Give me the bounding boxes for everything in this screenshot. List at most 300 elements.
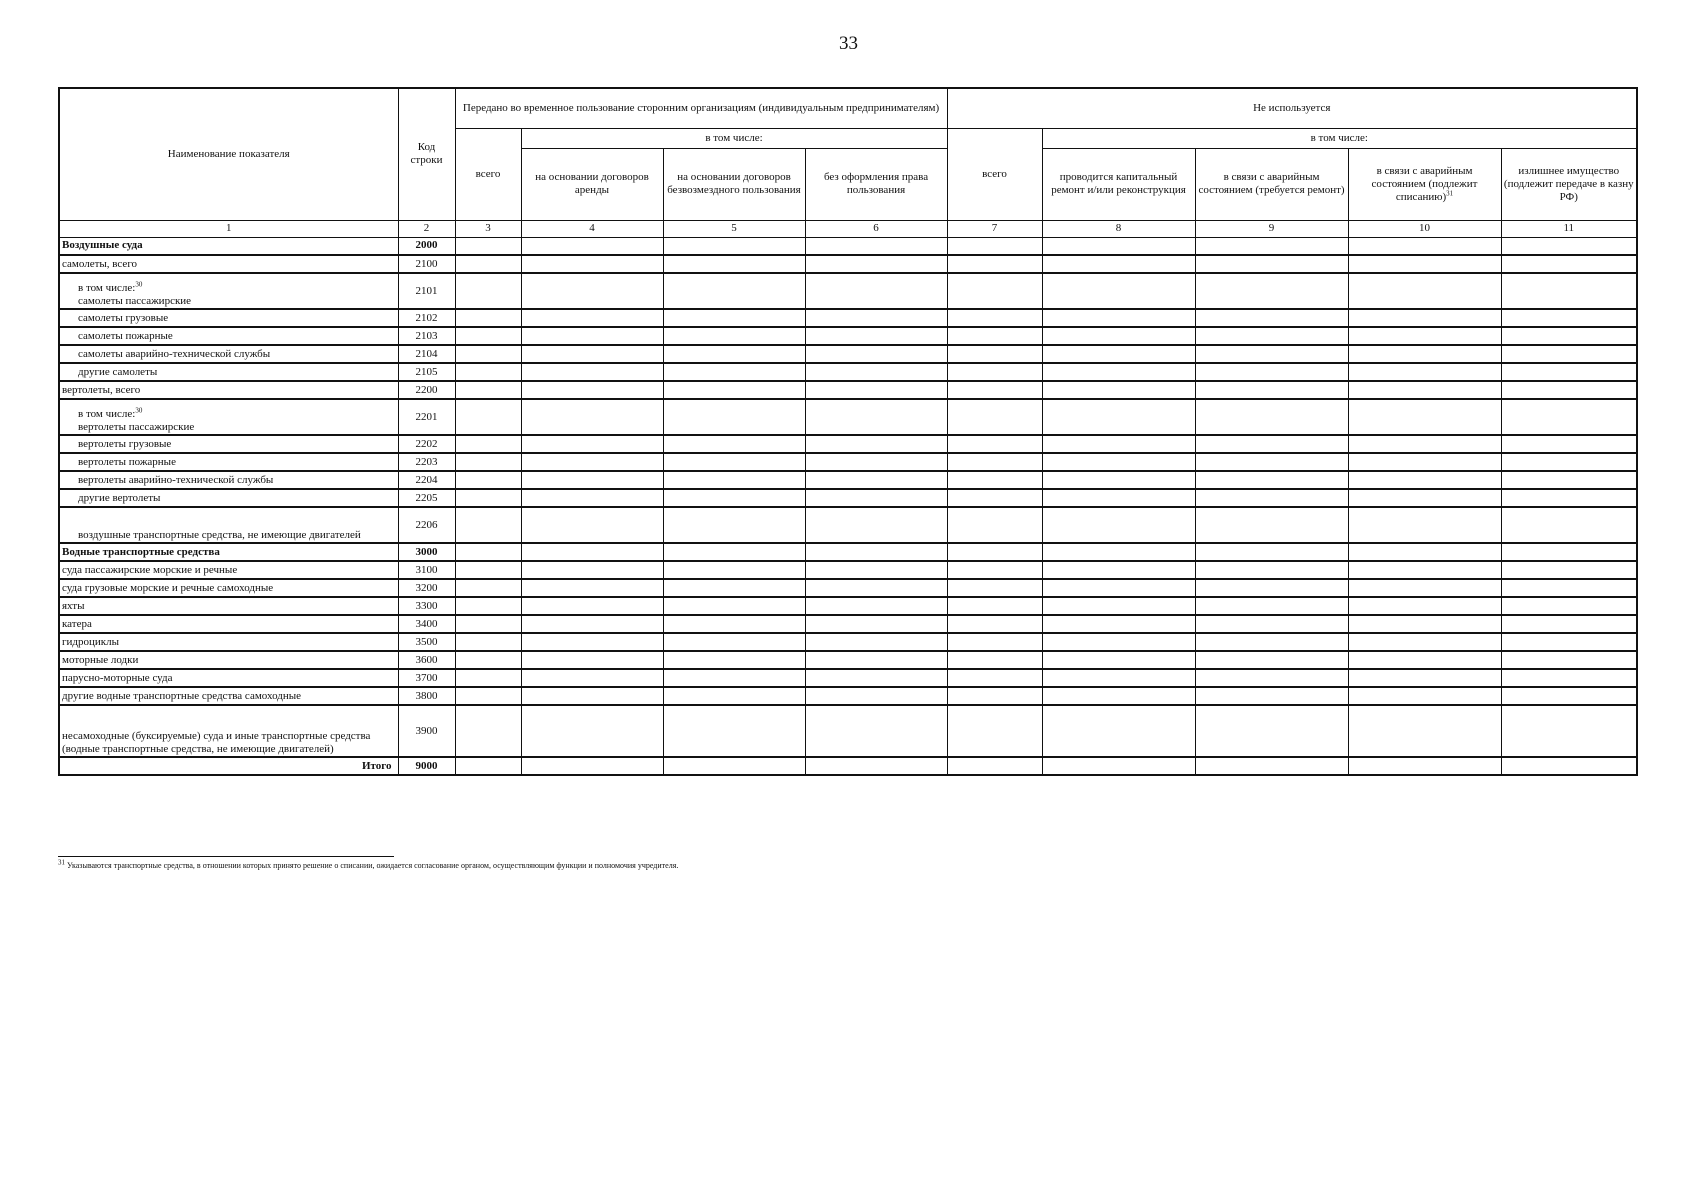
value-cell-col-11[interactable] xyxy=(1501,669,1637,687)
table-row xyxy=(59,705,1637,757)
row-code: 3600 xyxy=(398,651,455,669)
value-cell-col-11[interactable] xyxy=(1501,309,1637,327)
value-cell-col-11[interactable] xyxy=(1501,579,1637,597)
value-cell-col-7[interactable] xyxy=(947,615,1042,633)
value-cell-col-9[interactable] xyxy=(1195,255,1348,273)
value-cell-col-7[interactable] xyxy=(947,237,1042,255)
value-cell-col-10[interactable] xyxy=(1348,669,1501,687)
value-cell-col-4[interactable] xyxy=(521,399,663,435)
value-cell-col-4[interactable] xyxy=(521,507,663,543)
row-name xyxy=(59,399,398,435)
value-cell-col-9[interactable] xyxy=(1195,757,1348,775)
value-cell-col-4[interactable] xyxy=(521,435,663,453)
column-number: 8 xyxy=(1042,220,1195,237)
row-label: несамоходные (буксируемые) суда и иные транспортные средства (водные транспортные средства, не имеющие двигателей) xyxy=(62,730,371,755)
header-surplus: излишнее имущество (подлежит передаче в казну РФ) xyxy=(1501,148,1637,220)
value-cell-col-9[interactable] xyxy=(1195,273,1348,309)
value-cell-col-7[interactable] xyxy=(947,327,1042,345)
value-cell-col-6[interactable] xyxy=(805,561,947,579)
value-cell-col-10[interactable] xyxy=(1348,255,1501,273)
value-cell-col-9[interactable] xyxy=(1195,507,1348,543)
header-emergency-repair: в связи с аварийным состоянием (требуется ремонт) xyxy=(1195,148,1348,220)
value-cell-col-4[interactable] xyxy=(521,705,663,757)
value-cell-col-10[interactable] xyxy=(1348,687,1501,705)
value-cell-col-6[interactable] xyxy=(805,471,947,489)
value-cell-col-9[interactable] xyxy=(1195,561,1348,579)
value-cell-col-10[interactable] xyxy=(1348,363,1501,381)
value-cell-col-3[interactable] xyxy=(455,615,521,633)
value-cell-col-11[interactable] xyxy=(1501,687,1637,705)
value-cell-col-5[interactable] xyxy=(663,561,805,579)
value-cell-col-11[interactable] xyxy=(1501,435,1637,453)
row-name xyxy=(59,381,398,399)
value-cell-col-4[interactable] xyxy=(521,453,663,471)
value-cell-col-8[interactable] xyxy=(1042,399,1195,435)
value-cell-col-3[interactable] xyxy=(455,669,521,687)
value-cell-col-3[interactable] xyxy=(455,543,521,561)
value-cell-col-5[interactable] xyxy=(663,543,805,561)
value-cell-col-11[interactable] xyxy=(1501,597,1637,615)
value-cell-col-7[interactable] xyxy=(947,597,1042,615)
value-cell-col-3[interactable] xyxy=(455,381,521,399)
value-cell-col-3[interactable] xyxy=(455,435,521,453)
value-cell-col-6[interactable] xyxy=(805,757,947,775)
value-cell-col-9[interactable] xyxy=(1195,435,1348,453)
value-cell-col-5[interactable] xyxy=(663,399,805,435)
value-cell-col-7[interactable] xyxy=(947,345,1042,363)
header-not-used-including: в том числе: xyxy=(1042,128,1637,148)
value-cell-col-5[interactable] xyxy=(663,687,805,705)
value-cell-col-4[interactable] xyxy=(521,543,663,561)
value-cell-col-9[interactable] xyxy=(1195,399,1348,435)
value-cell-col-11[interactable] xyxy=(1501,615,1637,633)
value-cell-col-3[interactable] xyxy=(455,255,521,273)
value-cell-col-11[interactable] xyxy=(1501,327,1637,345)
value-cell-col-9[interactable] xyxy=(1195,597,1348,615)
value-cell-col-9[interactable] xyxy=(1195,633,1348,651)
value-cell-col-4[interactable] xyxy=(521,273,663,309)
row-label: вертолеты пожарные xyxy=(78,455,176,468)
value-cell-col-4[interactable] xyxy=(521,615,663,633)
value-cell-col-8[interactable] xyxy=(1042,543,1195,561)
value-cell-col-9[interactable] xyxy=(1195,615,1348,633)
table-row xyxy=(59,399,1637,435)
table-row xyxy=(59,669,1637,687)
value-cell-col-11[interactable] xyxy=(1501,705,1637,757)
value-cell-col-11[interactable] xyxy=(1501,471,1637,489)
value-cell-col-4[interactable] xyxy=(521,309,663,327)
row-code: 3100 xyxy=(398,561,455,579)
value-cell-col-6[interactable] xyxy=(805,381,947,399)
value-cell-col-8[interactable] xyxy=(1042,381,1195,399)
value-cell-col-9[interactable] xyxy=(1195,309,1348,327)
value-cell-col-6[interactable] xyxy=(805,237,947,255)
value-cell-col-8[interactable] xyxy=(1042,327,1195,345)
table-row xyxy=(59,543,1637,561)
value-cell-col-5[interactable] xyxy=(663,471,805,489)
value-cell-col-11[interactable] xyxy=(1501,489,1637,507)
value-cell-col-5[interactable] xyxy=(663,669,805,687)
value-cell-col-8[interactable] xyxy=(1042,561,1195,579)
value-cell-col-10[interactable] xyxy=(1348,381,1501,399)
value-cell-col-11[interactable] xyxy=(1501,543,1637,561)
value-cell-col-10[interactable] xyxy=(1348,507,1501,543)
vehicles-usage-table xyxy=(58,87,1638,776)
value-cell-col-8[interactable] xyxy=(1042,651,1195,669)
value-cell-col-9[interactable] xyxy=(1195,705,1348,757)
value-cell-col-10[interactable] xyxy=(1348,543,1501,561)
value-cell-col-9[interactable] xyxy=(1195,669,1348,687)
row-code: 2202 xyxy=(398,435,455,453)
value-cell-col-5[interactable] xyxy=(663,633,805,651)
row-name xyxy=(59,669,398,687)
value-cell-col-9[interactable] xyxy=(1195,345,1348,363)
value-cell-col-8[interactable] xyxy=(1042,255,1195,273)
row-label: другие водные транспортные средства самоходные xyxy=(62,689,302,702)
value-cell-col-6[interactable] xyxy=(805,669,947,687)
value-cell-col-6[interactable] xyxy=(805,489,947,507)
row-name xyxy=(59,757,398,775)
row-label: самолеты, всего xyxy=(62,257,138,270)
value-cell-col-3[interactable] xyxy=(455,507,521,543)
value-cell-col-5[interactable] xyxy=(663,705,805,757)
column-number: 10 xyxy=(1348,220,1501,237)
row-label: самолеты пассажирские xyxy=(78,295,192,307)
value-cell-col-6[interactable] xyxy=(805,435,947,453)
value-cell-col-10[interactable] xyxy=(1348,435,1501,453)
value-cell-col-11[interactable] xyxy=(1501,399,1637,435)
footnote xyxy=(58,858,1558,871)
table-row xyxy=(59,597,1637,615)
row-name xyxy=(59,489,398,507)
value-cell-col-7[interactable] xyxy=(947,579,1042,597)
value-cell-col-8[interactable] xyxy=(1042,489,1195,507)
value-cell-col-10[interactable] xyxy=(1348,705,1501,757)
value-cell-col-5[interactable] xyxy=(663,309,805,327)
value-cell-col-7[interactable] xyxy=(947,705,1042,757)
value-cell-col-3[interactable] xyxy=(455,579,521,597)
value-cell-col-8[interactable] xyxy=(1042,615,1195,633)
value-cell-col-7[interactable] xyxy=(947,255,1042,273)
value-cell-col-6[interactable] xyxy=(805,615,947,633)
value-cell-col-7[interactable] xyxy=(947,633,1042,651)
value-cell-col-6[interactable] xyxy=(805,309,947,327)
value-cell-col-4[interactable] xyxy=(521,237,663,255)
value-cell-col-3[interactable] xyxy=(455,651,521,669)
value-cell-col-10[interactable] xyxy=(1348,579,1501,597)
table-row xyxy=(59,579,1637,597)
value-cell-col-7[interactable] xyxy=(947,363,1042,381)
value-cell-col-11[interactable] xyxy=(1501,633,1637,651)
footnote-ref: 30 xyxy=(135,406,143,415)
value-cell-col-4[interactable] xyxy=(521,561,663,579)
value-cell-col-11[interactable] xyxy=(1501,345,1637,363)
value-cell-col-9[interactable] xyxy=(1195,579,1348,597)
value-cell-col-7[interactable] xyxy=(947,507,1042,543)
row-name xyxy=(59,597,398,615)
table-row xyxy=(59,363,1637,381)
value-cell-col-3[interactable] xyxy=(455,237,521,255)
table-row xyxy=(59,381,1637,399)
value-cell-col-9[interactable] xyxy=(1195,651,1348,669)
including-label: в том числе: xyxy=(78,408,136,420)
value-cell-col-3[interactable] xyxy=(455,273,521,309)
value-cell-col-8[interactable] xyxy=(1042,579,1195,597)
row-label: другие вертолеты xyxy=(78,491,161,504)
row-code: 2100 xyxy=(398,255,455,273)
value-cell-col-4[interactable] xyxy=(521,757,663,775)
value-cell-col-7[interactable] xyxy=(947,489,1042,507)
row-label: суда пассажирские морские и речные xyxy=(62,563,238,576)
value-cell-col-8[interactable] xyxy=(1042,597,1195,615)
value-cell-col-7[interactable] xyxy=(947,381,1042,399)
page-number: 33 xyxy=(839,33,858,54)
value-cell-col-10[interactable] xyxy=(1348,309,1501,327)
value-cell-col-11[interactable] xyxy=(1501,237,1637,255)
row-code: 3000 xyxy=(398,543,455,561)
value-cell-col-7[interactable] xyxy=(947,309,1042,327)
row-label: другие самолеты xyxy=(78,365,158,378)
row-code: 2200 xyxy=(398,381,455,399)
value-cell-col-10[interactable] xyxy=(1348,489,1501,507)
value-cell-col-4[interactable] xyxy=(521,363,663,381)
value-cell-col-4[interactable] xyxy=(521,687,663,705)
value-cell-col-4[interactable] xyxy=(521,471,663,489)
value-cell-col-5[interactable] xyxy=(663,273,805,309)
row-label: Итого xyxy=(361,759,392,772)
row-label: самолеты аварийно-технической службы xyxy=(78,347,271,360)
value-cell-col-6[interactable] xyxy=(805,345,947,363)
value-cell-col-10[interactable] xyxy=(1348,561,1501,579)
table-row xyxy=(59,435,1637,453)
value-cell-col-6[interactable] xyxy=(805,687,947,705)
value-cell-col-9[interactable] xyxy=(1195,381,1348,399)
value-cell-col-7[interactable] xyxy=(947,543,1042,561)
value-cell-col-10[interactable] xyxy=(1348,651,1501,669)
value-cell-col-5[interactable] xyxy=(663,237,805,255)
value-cell-col-11[interactable] xyxy=(1501,273,1637,309)
value-cell-col-7[interactable] xyxy=(947,273,1042,309)
value-cell-col-9[interactable] xyxy=(1195,471,1348,489)
value-cell-col-6[interactable] xyxy=(805,363,947,381)
value-cell-col-3[interactable] xyxy=(455,561,521,579)
column-numbers-row xyxy=(59,220,1637,237)
value-cell-col-3[interactable] xyxy=(455,757,521,775)
value-cell-col-10[interactable] xyxy=(1348,633,1501,651)
value-cell-col-6[interactable] xyxy=(805,633,947,651)
row-name xyxy=(59,615,398,633)
value-cell-col-5[interactable] xyxy=(663,255,805,273)
value-cell-col-6[interactable] xyxy=(805,453,947,471)
value-cell-col-7[interactable] xyxy=(947,435,1042,453)
row-label: самолеты грузовые xyxy=(78,311,169,324)
value-cell-col-5[interactable] xyxy=(663,757,805,775)
value-cell-col-10[interactable] xyxy=(1348,399,1501,435)
value-cell-col-8[interactable] xyxy=(1042,345,1195,363)
value-cell-col-5[interactable] xyxy=(663,327,805,345)
row-label: суда грузовые морские и речные самоходные xyxy=(62,581,274,594)
row-name xyxy=(59,705,398,757)
value-cell-col-11[interactable] xyxy=(1501,507,1637,543)
value-cell-col-5[interactable] xyxy=(663,345,805,363)
value-cell-col-11[interactable] xyxy=(1501,757,1637,775)
value-cell-col-8[interactable] xyxy=(1042,687,1195,705)
value-cell-col-9[interactable] xyxy=(1195,363,1348,381)
column-number: 7 xyxy=(947,220,1042,237)
value-cell-col-5[interactable] xyxy=(663,651,805,669)
value-cell-col-4[interactable] xyxy=(521,255,663,273)
value-cell-col-10[interactable] xyxy=(1348,345,1501,363)
row-code: 2102 xyxy=(398,309,455,327)
value-cell-col-9[interactable] xyxy=(1195,237,1348,255)
value-cell-col-3[interactable] xyxy=(455,471,521,489)
value-cell-col-4[interactable] xyxy=(521,345,663,363)
row-label: моторные лодки xyxy=(62,653,139,666)
value-cell-col-5[interactable] xyxy=(663,507,805,543)
value-cell-col-6[interactable] xyxy=(805,651,947,669)
table-row xyxy=(59,345,1637,363)
value-cell-col-6[interactable] xyxy=(805,255,947,273)
row-name xyxy=(59,687,398,705)
value-cell-col-9[interactable] xyxy=(1195,489,1348,507)
value-cell-col-8[interactable] xyxy=(1042,273,1195,309)
value-cell-col-9[interactable] xyxy=(1195,327,1348,345)
value-cell-col-8[interactable] xyxy=(1042,757,1195,775)
value-cell-col-7[interactable] xyxy=(947,757,1042,775)
value-cell-col-4[interactable] xyxy=(521,489,663,507)
value-cell-col-8[interactable] xyxy=(1042,309,1195,327)
row-label: вертолеты грузовые xyxy=(78,437,172,450)
value-cell-col-5[interactable] xyxy=(663,435,805,453)
row-name xyxy=(59,453,398,471)
value-cell-col-9[interactable] xyxy=(1195,543,1348,561)
row-name xyxy=(59,237,398,255)
row-name xyxy=(59,579,398,597)
value-cell-col-5[interactable] xyxy=(663,363,805,381)
value-cell-col-10[interactable] xyxy=(1348,273,1501,309)
value-cell-col-5[interactable] xyxy=(663,381,805,399)
value-cell-col-7[interactable] xyxy=(947,471,1042,489)
value-cell-col-8[interactable] xyxy=(1042,363,1195,381)
value-cell-col-3[interactable] xyxy=(455,489,521,507)
value-cell-col-6[interactable] xyxy=(805,705,947,757)
value-cell-col-5[interactable] xyxy=(663,489,805,507)
footnote-ref: 31 xyxy=(1446,188,1454,197)
value-cell-col-9[interactable] xyxy=(1195,687,1348,705)
value-cell-col-6[interactable] xyxy=(805,579,947,597)
table-row xyxy=(59,507,1637,543)
row-code: 3200 xyxy=(398,579,455,597)
value-cell-col-9[interactable] xyxy=(1195,453,1348,471)
value-cell-col-3[interactable] xyxy=(455,633,521,651)
value-cell-col-3[interactable] xyxy=(455,327,521,345)
value-cell-col-4[interactable] xyxy=(521,669,663,687)
value-cell-col-8[interactable] xyxy=(1042,237,1195,255)
row-code: 2103 xyxy=(398,327,455,345)
value-cell-col-10[interactable] xyxy=(1348,615,1501,633)
value-cell-col-10[interactable] xyxy=(1348,471,1501,489)
table-row xyxy=(59,471,1637,489)
value-cell-col-7[interactable] xyxy=(947,651,1042,669)
value-cell-col-4[interactable] xyxy=(521,633,663,651)
header-transferred-total: всего xyxy=(455,128,521,220)
value-cell-col-3[interactable] xyxy=(455,687,521,705)
value-cell-col-3[interactable] xyxy=(455,363,521,381)
value-cell-col-6[interactable] xyxy=(805,507,947,543)
footnote-marker: 31 xyxy=(58,858,65,867)
value-cell-col-11[interactable] xyxy=(1501,255,1637,273)
row-name xyxy=(59,543,398,561)
row-name xyxy=(59,435,398,453)
row-code: 2205 xyxy=(398,489,455,507)
value-cell-col-5[interactable] xyxy=(663,453,805,471)
value-cell-col-7[interactable] xyxy=(947,561,1042,579)
value-cell-col-11[interactable] xyxy=(1501,561,1637,579)
value-cell-col-8[interactable] xyxy=(1042,669,1195,687)
value-cell-col-10[interactable] xyxy=(1348,453,1501,471)
value-cell-col-8[interactable] xyxy=(1042,507,1195,543)
value-cell-col-4[interactable] xyxy=(521,381,663,399)
header-repair: проводится капитальный ремонт и/или реконструкция xyxy=(1042,148,1195,220)
value-cell-col-3[interactable] xyxy=(455,309,521,327)
value-cell-col-8[interactable] xyxy=(1042,705,1195,757)
value-cell-col-10[interactable] xyxy=(1348,237,1501,255)
value-cell-col-5[interactable] xyxy=(663,597,805,615)
column-number: 3 xyxy=(455,220,521,237)
value-cell-col-4[interactable] xyxy=(521,597,663,615)
row-label: вертолеты пассажирские xyxy=(78,421,195,433)
value-cell-col-7[interactable] xyxy=(947,669,1042,687)
value-cell-col-8[interactable] xyxy=(1042,633,1195,651)
value-cell-col-3[interactable] xyxy=(455,705,521,757)
value-cell-col-3[interactable] xyxy=(455,345,521,363)
value-cell-col-6[interactable] xyxy=(805,399,947,435)
value-cell-col-4[interactable] xyxy=(521,651,663,669)
value-cell-col-3[interactable] xyxy=(455,399,521,435)
value-cell-col-7[interactable] xyxy=(947,399,1042,435)
value-cell-col-6[interactable] xyxy=(805,273,947,309)
table-row xyxy=(59,237,1637,255)
value-cell-col-8[interactable] xyxy=(1042,453,1195,471)
value-cell-col-8[interactable] xyxy=(1042,435,1195,453)
value-cell-col-7[interactable] xyxy=(947,453,1042,471)
value-cell-col-11[interactable] xyxy=(1501,651,1637,669)
value-cell-col-6[interactable] xyxy=(805,597,947,615)
row-code: 2104 xyxy=(398,345,455,363)
value-cell-col-11[interactable] xyxy=(1501,381,1637,399)
value-cell-col-5[interactable] xyxy=(663,579,805,597)
column-number: 5 xyxy=(663,220,805,237)
value-cell-col-6[interactable] xyxy=(805,327,947,345)
row-name xyxy=(59,345,398,363)
value-cell-col-10[interactable] xyxy=(1348,757,1501,775)
value-cell-col-10[interactable] xyxy=(1348,597,1501,615)
value-cell-col-4[interactable] xyxy=(521,327,663,345)
value-cell-col-11[interactable] xyxy=(1501,363,1637,381)
value-cell-col-3[interactable] xyxy=(455,453,521,471)
table-row xyxy=(59,687,1637,705)
value-cell-col-5[interactable] xyxy=(663,615,805,633)
value-cell-col-8[interactable] xyxy=(1042,471,1195,489)
value-cell-col-3[interactable] xyxy=(455,597,521,615)
value-cell-col-10[interactable] xyxy=(1348,327,1501,345)
value-cell-col-7[interactable] xyxy=(947,687,1042,705)
value-cell-col-4[interactable] xyxy=(521,579,663,597)
header-free-use: на основании договоров безвозмездного пользования xyxy=(663,148,805,220)
table-row xyxy=(59,633,1637,651)
value-cell-col-6[interactable] xyxy=(805,543,947,561)
value-cell-col-11[interactable] xyxy=(1501,453,1637,471)
